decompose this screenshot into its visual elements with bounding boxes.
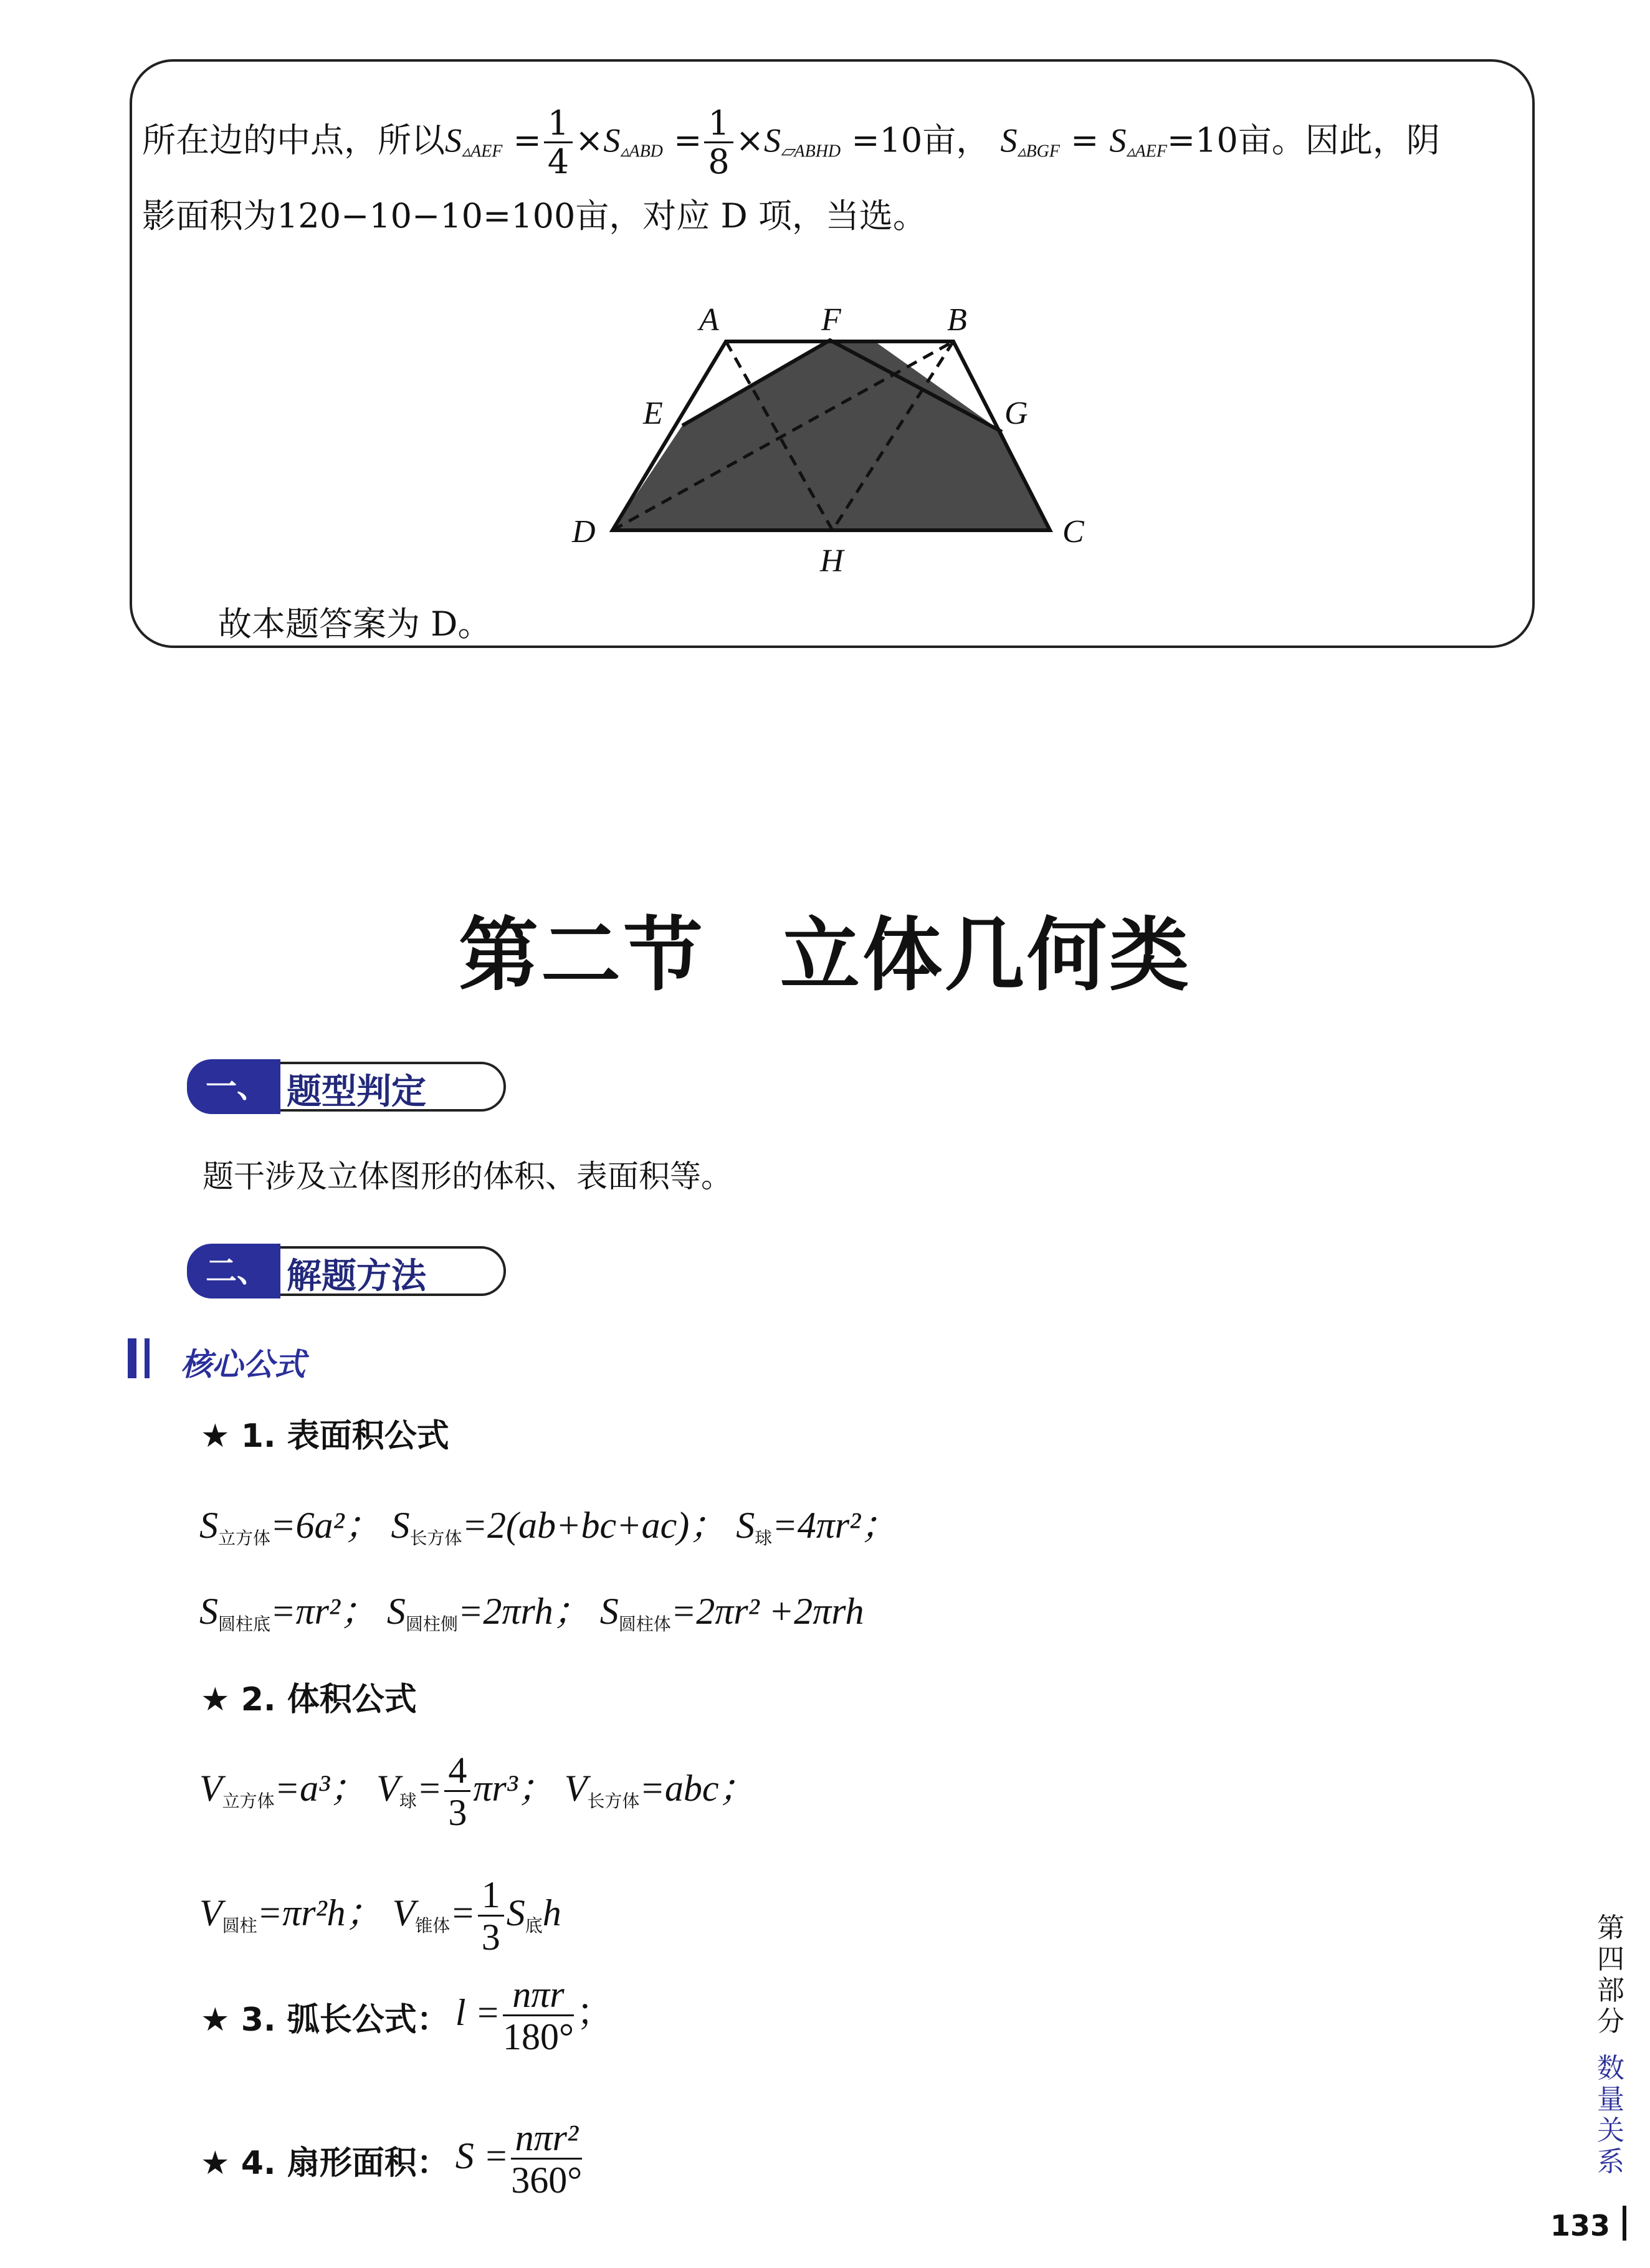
fraction-sector: $\frac{\text{nπr²}}{360^\circ}$ bbox=[511, 2117, 583, 2201]
label-f: F bbox=[821, 302, 841, 338]
times-sign: × bbox=[735, 120, 764, 160]
subscript: 球 bbox=[399, 1790, 417, 1811]
solution-text: =10亩。因此，阴 bbox=[1166, 120, 1440, 160]
sector-area-row bbox=[201, 2118, 584, 2201]
heading-label-1: 题型判定 bbox=[287, 1072, 426, 1112]
equals-sign: = bbox=[513, 120, 541, 160]
surface-formula-line-1: S立方体=6a²； S长方体=2(ab+bc+ac)； S球=4πr²； bbox=[199, 1505, 899, 1548]
surface-formula-line-2: S圆柱底=πr²； S圆柱侧=2πrh； S圆柱体=2πr² +2πrh bbox=[199, 1591, 864, 1634]
formula-value: =πr²； bbox=[270, 1591, 378, 1632]
subscript: 长方体 bbox=[409, 1528, 462, 1548]
fraction-one-third: $\frac{1}{3}$ bbox=[478, 1875, 504, 1958]
subscript: AEF bbox=[1135, 141, 1167, 161]
solution-value: =10亩， bbox=[851, 120, 990, 160]
formula-end: ； bbox=[576, 1991, 614, 2033]
fraction-four-thirds: $\frac{4}{3}$ bbox=[444, 1751, 470, 1833]
volume-formula-line-1: V立方体=a³； V球= $\frac{4}{3}$ πr³； V长方体=abc； bbox=[199, 1750, 756, 1833]
equals-sign: = bbox=[416, 1767, 442, 1809]
sidebar-part: 第 四 部 分 bbox=[1597, 1912, 1624, 2037]
core-bar-2 bbox=[145, 1338, 150, 1378]
heading-number-2: 二、 bbox=[187, 1244, 280, 1298]
label-d: D bbox=[572, 514, 596, 550]
equals-sign: = bbox=[674, 120, 702, 160]
page-number: 133 bbox=[1550, 2209, 1611, 2242]
core-bar-1 bbox=[128, 1338, 136, 1378]
subscript: 圆柱侧 bbox=[405, 1614, 458, 1634]
formula-value: =abc； bbox=[639, 1767, 756, 1809]
subscript: ABD bbox=[629, 141, 663, 161]
section-title bbox=[0, 891, 1650, 1006]
conclusion-text: 故本题答案为 D。 bbox=[218, 604, 492, 644]
solution-line-1: 所在边的中点，所以$S_{▵AEF}$ = $\frac{1}{4}$ $\times S_{▵ABD}$ = $\frac{1}{8}$ $\times S_{▱ABHD} =10$亩， $S_{▵BGF} = S_{▵AEF}=10$亩。因此，阴 bbox=[142, 103, 1440, 181]
subscript: 锥体 bbox=[415, 1915, 451, 1936]
formula-value: =2(ab+bc+ac)； bbox=[462, 1505, 727, 1546]
equals-sign: = bbox=[450, 1892, 475, 1933]
solution-text: 所在边的中点，所以 bbox=[142, 120, 445, 160]
fraction-quarter: $\frac{1}{4}$ bbox=[544, 106, 573, 180]
label-a: A bbox=[699, 302, 719, 338]
fraction-eighth: $\frac{1}{8}$ bbox=[704, 106, 733, 180]
fraction-arc: $\frac{\text{nπr}}{180^\circ}$ bbox=[502, 1974, 574, 2057]
item-volume-heading: ★ 2. 体积公式 bbox=[201, 1681, 417, 1718]
subscript: AEF bbox=[470, 141, 503, 161]
formula-value: h bbox=[542, 1892, 561, 1933]
subscript: 长方体 bbox=[587, 1790, 640, 1811]
subscript: 底 bbox=[525, 1915, 543, 1936]
subscript: 立方体 bbox=[218, 1528, 271, 1548]
formula-value: =4πr²； bbox=[772, 1505, 899, 1546]
item-surface-area-heading: ★ 1. 表面积公式 bbox=[201, 1418, 449, 1455]
formula-lhs: S = bbox=[455, 2135, 509, 2176]
heading-label-2: 解题方法 bbox=[287, 1256, 426, 1297]
subscript: 球 bbox=[755, 1528, 773, 1548]
trapezoid-figure bbox=[548, 293, 1109, 586]
label-g: G bbox=[1004, 396, 1028, 431]
section-number: 第二节 bbox=[458, 909, 705, 1002]
subscript: ABHD bbox=[794, 141, 841, 161]
subscript: 圆柱 bbox=[222, 1915, 257, 1936]
item-sector-heading: ★ 4. 扇形面积： bbox=[201, 2144, 449, 2182]
solution-line-2: 影面积为120−10−10=100亩，对应 D 项，当选。 bbox=[142, 196, 927, 236]
label-b: B bbox=[947, 302, 967, 338]
times-sign: × bbox=[575, 120, 604, 160]
formula-value: =πr²h； bbox=[257, 1892, 383, 1933]
core-formula-label: 核心公式 bbox=[181, 1346, 305, 1383]
section-name: 立体几何类 bbox=[780, 909, 1192, 1002]
page-number-bar bbox=[1623, 2206, 1626, 2241]
formula-value: =a³； bbox=[274, 1767, 368, 1809]
formula-lhs: l = bbox=[455, 1991, 500, 2033]
formula-value: =2πrh； bbox=[457, 1591, 591, 1632]
subscript: BGF bbox=[1026, 141, 1060, 161]
subscript: 圆柱底 bbox=[218, 1614, 271, 1634]
formula-value: =2πr² +2πrh bbox=[670, 1591, 864, 1632]
shaded-region bbox=[613, 340, 1050, 530]
sidebar-topic: 数 量 关 系 bbox=[1597, 2052, 1624, 2178]
label-c: C bbox=[1062, 514, 1084, 550]
formula-value: πr³； bbox=[473, 1767, 555, 1809]
heading-1-body: 题干涉及立体图形的体积、表面积等。 bbox=[203, 1158, 732, 1194]
label-e: E bbox=[643, 396, 663, 431]
volume-formula-line-2: V圆柱=πr²h； V锥体= $\frac{1}{3}$ S底h bbox=[199, 1874, 561, 1958]
subscript: 立方体 bbox=[222, 1790, 275, 1811]
label-h: H bbox=[820, 543, 844, 579]
arc-length-row bbox=[201, 1975, 614, 2057]
subscript: 圆柱体 bbox=[618, 1614, 671, 1634]
equals-sign: = bbox=[1071, 120, 1099, 160]
heading-number-1: 一、 bbox=[187, 1059, 280, 1114]
formula-value: =6a²； bbox=[270, 1505, 382, 1546]
item-arc-heading: ★ 3. 弧长公式： bbox=[201, 2001, 449, 2039]
